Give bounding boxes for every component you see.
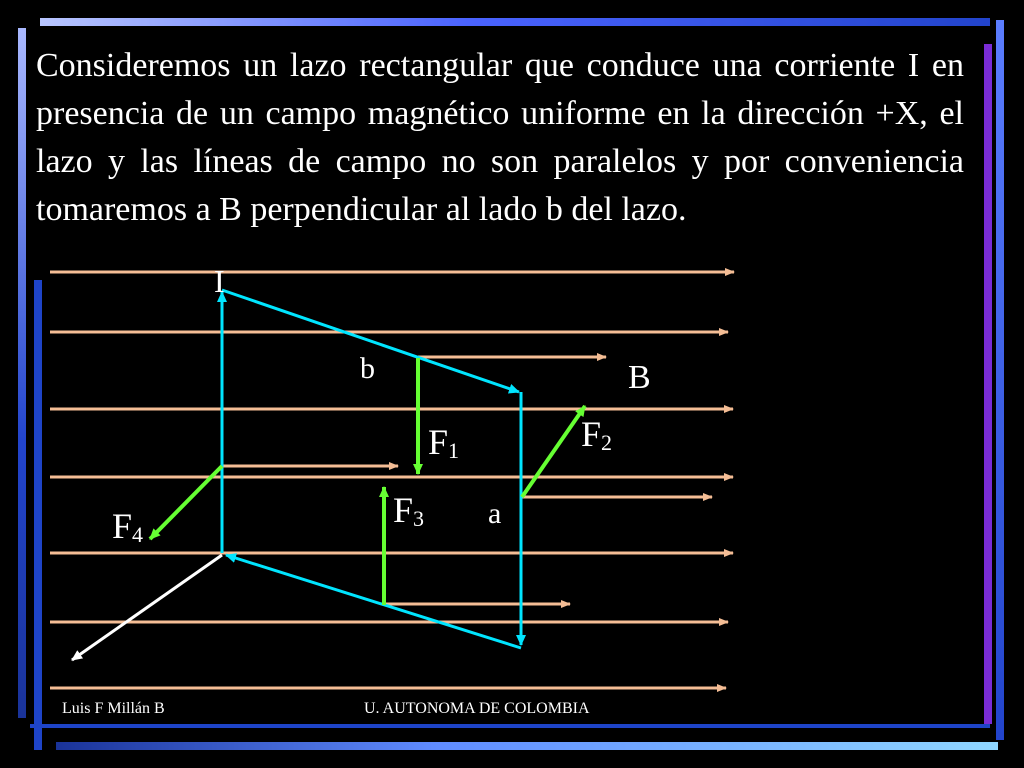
slide-paragraph: Consideremos un lazo rectangular que conduce una corriente I en presencia de un campo magnético uniforme en la dirección +X, el lazo y las líneas de campo no son paralelos y por conveniencia tomaremos a B perpendicular al lado b del lazo. <box>36 47 964 228</box>
label-field-b: B <box>628 359 651 396</box>
label-f1-letter: F <box>428 422 449 462</box>
footer-university: U. AUTONOMA DE COLOMBIA <box>364 700 590 717</box>
label-f1 <box>428 422 459 463</box>
label-side-a: a <box>488 497 502 530</box>
label-f4-subscript: 4 <box>132 522 144 547</box>
label-f1-subscript: 1 <box>448 438 460 463</box>
label-f2-letter: F <box>581 414 602 454</box>
label-f3 <box>393 490 424 531</box>
footer-author: Luis F Millán B <box>62 700 165 717</box>
current-loop <box>222 290 521 648</box>
label-f3-subscript: 3 <box>413 506 425 531</box>
label-f3-letter: F <box>393 490 414 530</box>
label-f4-letter: F <box>112 506 133 546</box>
label-f2 <box>581 414 612 455</box>
label-current-i: I <box>214 263 225 299</box>
depth-axis-arrow <box>72 555 222 660</box>
force-f2-arrow <box>522 406 585 497</box>
loop-side-b-bottom <box>226 555 521 648</box>
label-f2-subscript: 2 <box>601 430 613 455</box>
label-f4 <box>112 506 143 547</box>
label-side-b: b <box>360 352 375 385</box>
field-lines <box>50 272 734 688</box>
